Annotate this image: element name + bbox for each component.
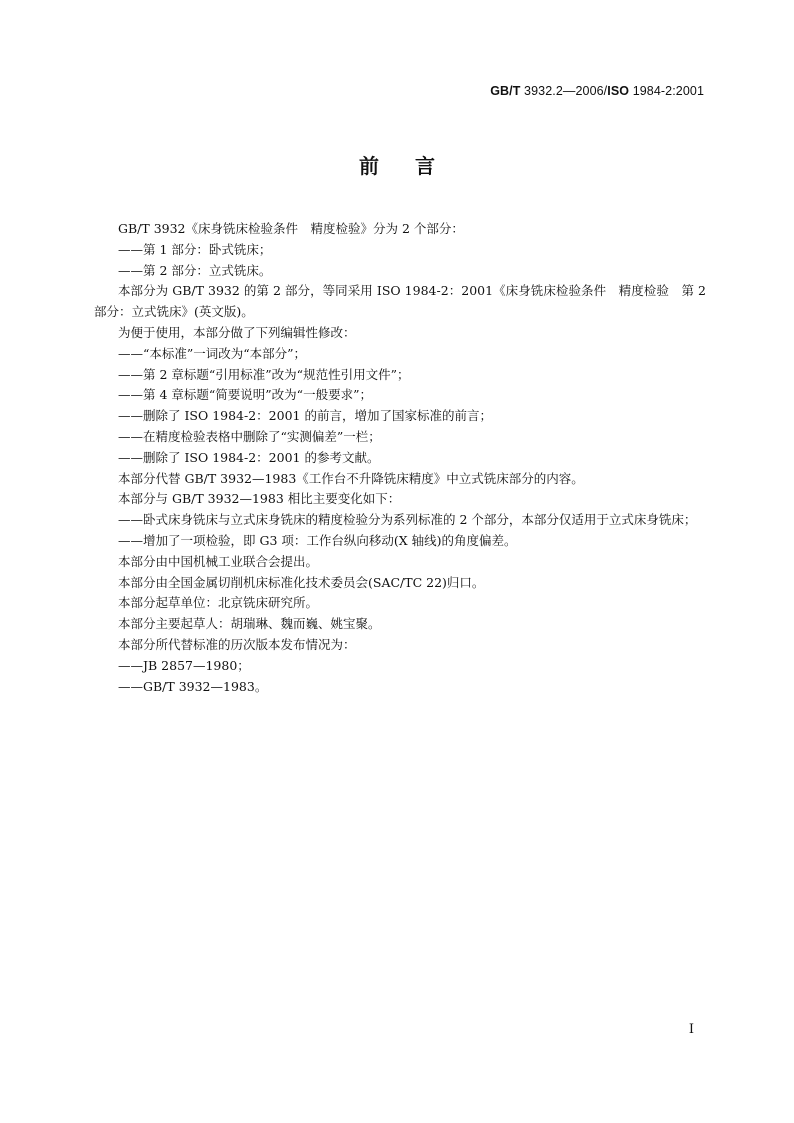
paragraph: 本部分由全国金属切削机床标准化技术委员会(SAC/TC 22)归口。	[118, 574, 485, 590]
dash-item: ——第 1 部分：卧式铣床；	[118, 241, 272, 257]
header-iso-prefix: ISO	[607, 84, 630, 98]
header-std-number: 3932.2—2006/	[524, 84, 608, 98]
dash-item: ——JB 2857—1980；	[118, 657, 250, 673]
dash-item: ——第 4 章标题“简要说明”改为“一般要求”；	[118, 387, 372, 403]
paragraph: 为便于使用，本部分做了下列编辑性修改：	[118, 324, 356, 340]
dash-item: ——在精度检验表格中删除了“实测偏差”一栏；	[118, 428, 381, 444]
paragraph: 本部分代替 GB/T 3932—1983《工作台不升降铣床精度》中立式铣床部分的内容。	[118, 470, 584, 486]
dash-item: ——删除了 ISO 1984-2：2001 的参考文献。	[118, 449, 380, 465]
paragraph: 本部分起草单位：北京铣床研究所。	[118, 595, 319, 611]
page-title: 前言	[359, 154, 471, 178]
dash-item: ——第 2 章标题“引用标准”改为“规范性引用文件”；	[118, 366, 410, 382]
paragraph: 本部分与 GB/T 3932—1983 相比主要变化如下：	[118, 491, 401, 507]
header-std-prefix: GB/T	[490, 84, 521, 98]
page-header	[490, 84, 704, 98]
paragraph: 本部分由中国机械工业联合会提出。	[118, 553, 319, 569]
header-iso-number: 1984-2:2001	[632, 84, 704, 98]
dash-item: ——GB/T 3932—1983。	[118, 678, 268, 694]
dash-item: ——增加了一项检验，即 G3 项：工作台纵向移动(X 轴线)的角度偏差。	[118, 532, 517, 548]
foreword-body	[94, 219, 706, 697]
page-number: I	[688, 1022, 694, 1037]
dash-item: ——“本标准”一词改为“本部分”；	[118, 345, 307, 361]
paragraph: 本部分主要起草人：胡瑞琳、魏而巍、姚宝聚。	[118, 616, 381, 632]
dash-item: ——第 2 部分：立式铣床。	[118, 262, 272, 278]
dash-item: ——删除了 ISO 1984-2：2001 的前言，增加了国家标准的前言；	[118, 408, 492, 424]
dash-item: ——卧式床身铣床与立式床身铣床的精度检验分为系列标准的 2 个部分，本部分仅适用于立式床身铣床；	[118, 512, 697, 528]
paragraph: GB/T 3932《床身铣床检验条件 精度检验》分为 2 个部分：	[118, 221, 464, 236]
paragraph: 本部分所代替标准的历次版本发布情况为：	[118, 636, 356, 652]
paragraph: 本部分为 GB/T 3932 的第 2 部分，等同采用 ISO 1984-2：2001《床身铣床检验条件 精度检验 第 2 部分：立式铣床》(英文版)。	[94, 283, 706, 320]
